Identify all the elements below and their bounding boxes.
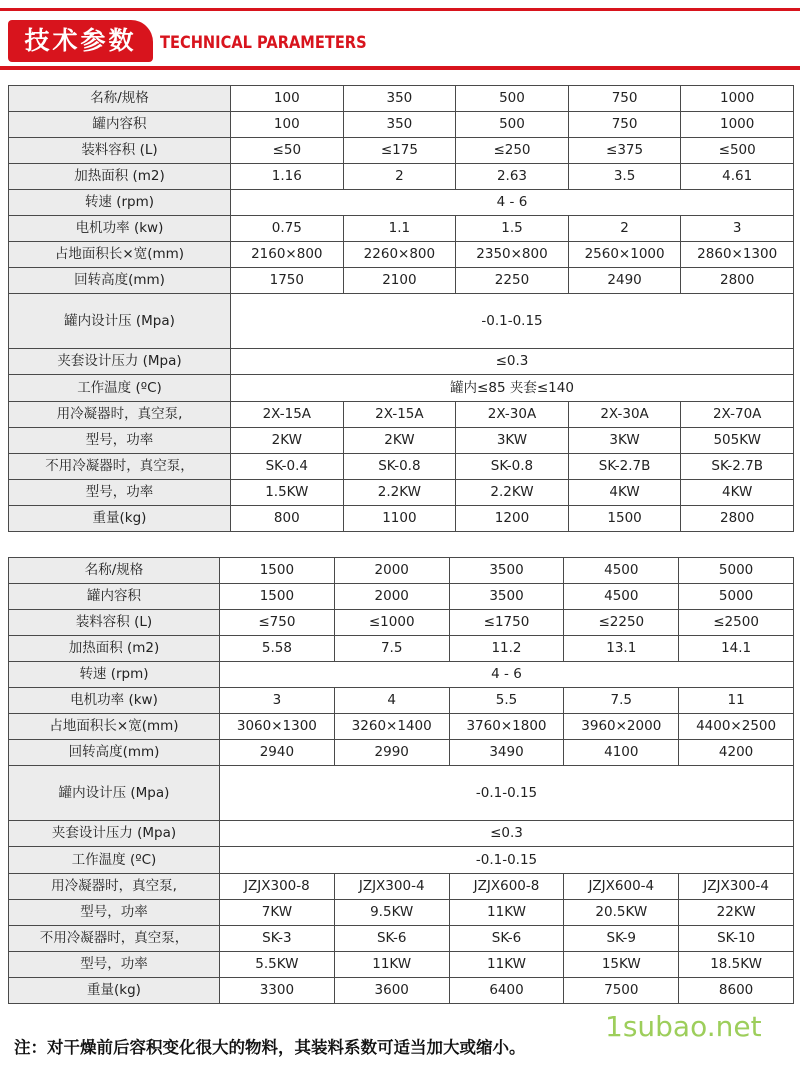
header-label-cell: 名称/规格 — [9, 86, 231, 112]
table-row — [9, 164, 794, 190]
value-cell: 15KW — [564, 952, 679, 978]
table-row — [9, 662, 794, 688]
table-row — [9, 268, 794, 294]
model-cell: 2000 — [334, 558, 449, 584]
table-row — [9, 242, 794, 268]
value-cell: 2X-15A — [343, 402, 456, 428]
row-label-cell: 加热面积 (m2) — [9, 164, 231, 190]
value-cell: 5000 — [679, 584, 794, 610]
table-row — [9, 506, 794, 532]
footnote: 注：对干燥前后容积变化很大的物料，其装料系数可适当加大或缩小。 — [14, 1038, 526, 1057]
value-cell: 18.5KW — [679, 952, 794, 978]
value-cell: 20.5KW — [564, 900, 679, 926]
table-header-row — [9, 86, 794, 112]
table-row — [9, 138, 794, 164]
table-row — [9, 978, 794, 1004]
model-cell: 750 — [568, 86, 681, 112]
value-cell: ≤50 — [231, 138, 344, 164]
value-cell: 4.61 — [681, 164, 794, 190]
title-badge-cn: 技术参数 — [8, 20, 153, 62]
value-cell: SK-6 — [449, 926, 564, 952]
row-label-cell: 占地面积长×宽(mm) — [9, 242, 231, 268]
row-label-cell: 加热面积 (m2) — [9, 636, 220, 662]
row-label-cell: 不用冷凝器时，真空泵， — [9, 454, 231, 480]
value-cell: 100 — [231, 112, 344, 138]
value-cell: ≤750 — [220, 610, 335, 636]
value-cell: 3500 — [449, 584, 564, 610]
value-cell: SK-9 — [564, 926, 679, 952]
value-cell: 3300 — [220, 978, 335, 1004]
value-cell: 350 — [343, 112, 456, 138]
value-cell: 3.5 — [568, 164, 681, 190]
value-cell: 2KW — [231, 428, 344, 454]
value-cell: 2260×800 — [343, 242, 456, 268]
spec-table-body — [9, 86, 794, 532]
merged-value-cell: -0.1-0.15 — [231, 294, 794, 349]
row-label-cell: 夹套设计压力 (Mpa) — [9, 821, 220, 847]
model-cell: 500 — [456, 86, 569, 112]
table-row — [9, 402, 794, 428]
value-cell: 0.75 — [231, 216, 344, 242]
value-cell: ≤1000 — [334, 610, 449, 636]
value-cell: 7.5 — [564, 688, 679, 714]
value-cell: 11 — [679, 688, 794, 714]
value-cell: 1.16 — [231, 164, 344, 190]
value-cell: 7.5 — [334, 636, 449, 662]
value-cell: 1000 — [681, 112, 794, 138]
value-cell: 2000 — [334, 584, 449, 610]
table-row — [9, 636, 794, 662]
table-row — [9, 584, 794, 610]
value-cell: 4 — [334, 688, 449, 714]
table-row — [9, 952, 794, 978]
value-cell: 3KW — [568, 428, 681, 454]
value-cell: 2.2KW — [343, 480, 456, 506]
value-cell: 4KW — [681, 480, 794, 506]
value-cell: 3 — [681, 216, 794, 242]
table-row — [9, 740, 794, 766]
value-cell: 2100 — [343, 268, 456, 294]
table-row — [9, 428, 794, 454]
row-label-cell: 不用冷凝器时，真空泵， — [9, 926, 220, 952]
value-cell: 2250 — [456, 268, 569, 294]
value-cell: 11KW — [449, 952, 564, 978]
row-label-cell: 回转高度(mm) — [9, 740, 220, 766]
value-cell: JZJX600-8 — [449, 874, 564, 900]
value-cell: SK-2.7B — [681, 454, 794, 480]
value-cell: 2800 — [681, 506, 794, 532]
value-cell: SK-0.4 — [231, 454, 344, 480]
row-label-cell: 重量(kg) — [9, 506, 231, 532]
table-row — [9, 874, 794, 900]
table-row — [9, 688, 794, 714]
value-cell: ≤2500 — [679, 610, 794, 636]
row-label-cell: 用冷凝器时，真空泵, — [9, 402, 231, 428]
spec-table-body — [9, 558, 794, 1004]
row-label-cell: 转速 (rpm) — [9, 662, 220, 688]
value-cell: 8600 — [679, 978, 794, 1004]
value-cell: 1500 — [220, 584, 335, 610]
value-cell: SK-0.8 — [343, 454, 456, 480]
value-cell: 2 — [343, 164, 456, 190]
value-cell: 2.2KW — [456, 480, 569, 506]
value-cell: 2490 — [568, 268, 681, 294]
row-label-cell: 回转高度(mm) — [9, 268, 231, 294]
value-cell: 13.1 — [564, 636, 679, 662]
value-cell: SK-2.7B — [568, 454, 681, 480]
value-cell: 11KW — [449, 900, 564, 926]
value-cell: JZJX600-4 — [564, 874, 679, 900]
value-cell: 1.5 — [456, 216, 569, 242]
value-cell: 4200 — [679, 740, 794, 766]
header-label-cell: 名称/规格 — [9, 558, 220, 584]
value-cell: 505KW — [681, 428, 794, 454]
value-cell: 2 — [568, 216, 681, 242]
merged-value-cell: -0.1-0.15 — [220, 847, 794, 874]
value-cell: ≤2250 — [564, 610, 679, 636]
value-cell: 1100 — [343, 506, 456, 532]
value-cell: 2X-70A — [681, 402, 794, 428]
value-cell: 1500 — [568, 506, 681, 532]
value-cell: 11KW — [334, 952, 449, 978]
value-cell: 2X-15A — [231, 402, 344, 428]
value-cell: JZJX300-8 — [220, 874, 335, 900]
value-cell: 2560×1000 — [568, 242, 681, 268]
row-label-cell: 电机功率 (kw) — [9, 688, 220, 714]
header-bottom-rule — [0, 66, 800, 70]
spec-table-large-models — [8, 557, 794, 1004]
row-label-cell: 重量(kg) — [9, 978, 220, 1004]
value-cell: 1.1 — [343, 216, 456, 242]
value-cell: JZJX300-4 — [334, 874, 449, 900]
value-cell: 500 — [456, 112, 569, 138]
table-row — [9, 190, 794, 216]
merged-value-cell: 4 - 6 — [231, 190, 794, 216]
section-header — [0, 0, 800, 72]
value-cell: 3260×1400 — [334, 714, 449, 740]
value-cell: ≤175 — [343, 138, 456, 164]
table-row — [9, 821, 794, 847]
row-label-cell: 夹套设计压力 (Mpa) — [9, 349, 231, 375]
merged-value-cell: 罐内≤85 夹套≤140 — [231, 375, 794, 402]
model-cell: 1000 — [681, 86, 794, 112]
row-label-cell: 工作温度 (ºC) — [9, 375, 231, 402]
value-cell: 2X-30A — [568, 402, 681, 428]
value-cell: 2KW — [343, 428, 456, 454]
model-cell: 350 — [343, 86, 456, 112]
table-row — [9, 766, 794, 821]
table-row — [9, 610, 794, 636]
value-cell: 4100 — [564, 740, 679, 766]
table-row — [9, 349, 794, 375]
table-row — [9, 480, 794, 506]
value-cell: 2.63 — [456, 164, 569, 190]
row-label-cell: 型号，功率 — [9, 900, 220, 926]
value-cell: 2860×1300 — [681, 242, 794, 268]
model-cell: 5000 — [679, 558, 794, 584]
row-label-cell: 工作温度 (ºC) — [9, 847, 220, 874]
value-cell: 6400 — [449, 978, 564, 1004]
value-cell: 4KW — [568, 480, 681, 506]
value-cell: 4500 — [564, 584, 679, 610]
title-en: TECHNICAL PARAMETERS — [160, 33, 367, 53]
value-cell: 7KW — [220, 900, 335, 926]
row-label-cell: 用冷凝器时，真空泵, — [9, 874, 220, 900]
value-cell: 800 — [231, 506, 344, 532]
value-cell: 3960×2000 — [564, 714, 679, 740]
value-cell: 2160×800 — [231, 242, 344, 268]
table-header-row — [9, 558, 794, 584]
table-row — [9, 847, 794, 874]
model-cell: 100 — [231, 86, 344, 112]
value-cell: 3600 — [334, 978, 449, 1004]
value-cell: 1750 — [231, 268, 344, 294]
value-cell: 9.5KW — [334, 900, 449, 926]
row-label-cell: 型号，功率 — [9, 480, 231, 506]
row-label-cell: 装料容积 (L) — [9, 610, 220, 636]
value-cell: ≤500 — [681, 138, 794, 164]
table-row — [9, 900, 794, 926]
value-cell: 5.58 — [220, 636, 335, 662]
value-cell: SK-3 — [220, 926, 335, 952]
value-cell: ≤250 — [456, 138, 569, 164]
row-label-cell: 罐内容积 — [9, 112, 231, 138]
row-label-cell: 装料容积 (L) — [9, 138, 231, 164]
table-row — [9, 112, 794, 138]
value-cell: 3 — [220, 688, 335, 714]
table-row — [9, 926, 794, 952]
merged-value-cell: -0.1-0.15 — [220, 766, 794, 821]
merged-value-cell: ≤0.3 — [220, 821, 794, 847]
table-row — [9, 216, 794, 242]
value-cell: SK-6 — [334, 926, 449, 952]
watermark-text: 1subao.net — [605, 1010, 762, 1043]
value-cell: 2350×800 — [456, 242, 569, 268]
value-cell: SK-0.8 — [456, 454, 569, 480]
value-cell: 3760×1800 — [449, 714, 564, 740]
model-cell: 1500 — [220, 558, 335, 584]
value-cell: 2990 — [334, 740, 449, 766]
value-cell: 2940 — [220, 740, 335, 766]
row-label-cell: 转速 (rpm) — [9, 190, 231, 216]
table-row — [9, 714, 794, 740]
merged-value-cell: ≤0.3 — [231, 349, 794, 375]
value-cell: 5.5 — [449, 688, 564, 714]
value-cell: 2800 — [681, 268, 794, 294]
row-label-cell: 罐内容积 — [9, 584, 220, 610]
value-cell: 750 — [568, 112, 681, 138]
value-cell: SK-10 — [679, 926, 794, 952]
value-cell: 5.5KW — [220, 952, 335, 978]
value-cell: 11.2 — [449, 636, 564, 662]
value-cell: 1.5KW — [231, 480, 344, 506]
value-cell: ≤375 — [568, 138, 681, 164]
value-cell: 7500 — [564, 978, 679, 1004]
value-cell: 22KW — [679, 900, 794, 926]
table-row — [9, 375, 794, 402]
spec-table-small-models — [8, 85, 794, 532]
row-label-cell: 型号，功率 — [9, 428, 231, 454]
value-cell: JZJX300-4 — [679, 874, 794, 900]
model-cell: 3500 — [449, 558, 564, 584]
value-cell: 3KW — [456, 428, 569, 454]
value-cell: 2X-30A — [456, 402, 569, 428]
row-label-cell: 罐内设计压 (Mpa) — [9, 294, 231, 349]
model-cell: 4500 — [564, 558, 679, 584]
value-cell: 3060×1300 — [220, 714, 335, 740]
value-cell: 14.1 — [679, 636, 794, 662]
row-label-cell: 电机功率 (kw) — [9, 216, 231, 242]
table-row — [9, 294, 794, 349]
value-cell: 3490 — [449, 740, 564, 766]
row-label-cell: 罐内设计压 (Mpa) — [9, 766, 220, 821]
header-top-rule — [0, 8, 800, 11]
value-cell: 4400×2500 — [679, 714, 794, 740]
merged-value-cell: 4 - 6 — [220, 662, 794, 688]
row-label-cell: 型号，功率 — [9, 952, 220, 978]
value-cell: 1200 — [456, 506, 569, 532]
value-cell: ≤1750 — [449, 610, 564, 636]
row-label-cell: 占地面积长×宽(mm) — [9, 714, 220, 740]
table-row — [9, 454, 794, 480]
